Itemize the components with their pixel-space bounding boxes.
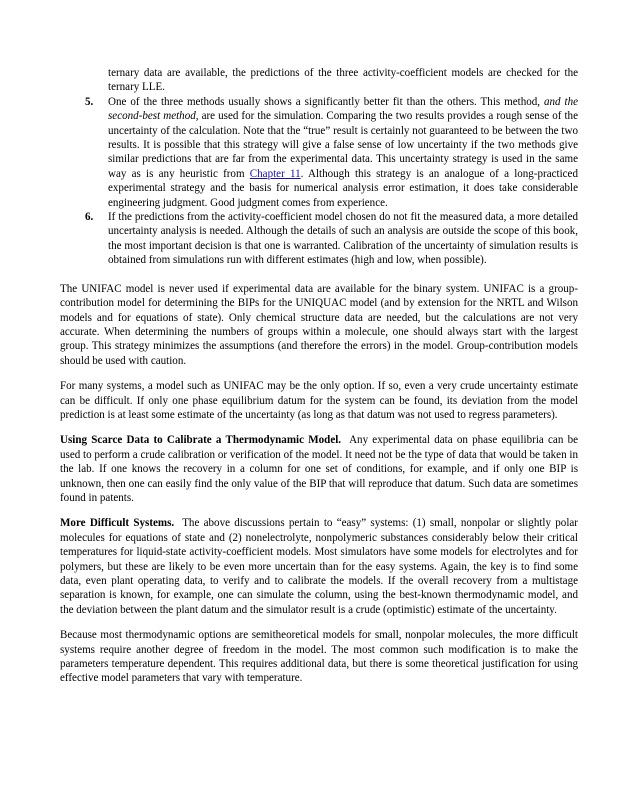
chapter-link[interactable]: Chapter 11 bbox=[249, 167, 301, 180]
list-item-step-6 bbox=[60, 210, 578, 268]
document-page bbox=[60, 66, 578, 686]
section-heading-scarce-data: Using Scarce Data to Calibrate a Thermodynamic Model. bbox=[60, 434, 342, 447]
paragraph-many-systems: For many systems, a model such as UNIFAC may be the only option. If so, even a very crude uncertainty estimate can be difficult. If only one phase equilibrium datum for the system can be found, its deviation from the model prediction is at least some estimate of the uncertainty (as long as that datum was not used to regress parameters). bbox=[60, 380, 578, 421]
step-text: are used for the simulation. Comparing the two results provides a rough sense of the uncertainty of the calculation. Note that the “true” result is certainly not guaranteed to be between the two results. It is possible that this strategy will give a false sense of low uncertainty if the two methods give similar predictions that are far from the experimental data. This uncertainty strategy is used in the same way as is any heuristic from bbox=[108, 110, 578, 180]
steps-list bbox=[60, 95, 578, 268]
continued-list-text: ternary data are available, the predictions of the three activity-coefficient models are checked for the ternary LLE. bbox=[108, 67, 578, 94]
paragraph-difficult-systems bbox=[60, 516, 578, 617]
list-item-step-5 bbox=[60, 95, 578, 210]
list-item-number: 5. bbox=[85, 95, 94, 108]
paragraph-body: Any experimental data on phase equilibria can be used to perform a crude calibration or verification of the model. It need not be the type of data that would be taken in the lab. If one knows the recovery in a column for one set of conditions, for example, and if only one BIP is unknown, then one can easily find the only value of the BIP that will reproduce that datum. Such data are sometimes found in patents. bbox=[60, 434, 578, 504]
list-item-number: 6. bbox=[85, 211, 94, 224]
paragraph-body: The above discussions pertain to “easy” systems: (1) small, nonpolar or slightly polar molecules for equations of state and (2) nonelectrolyte, nonpolymeric substances considerably below their critical temperatures for liquid-state activity-coefficient models. Most simulators have some models for electrolytes and for polymers, but these are likely to be even more uncertain than for the easy systems. Again, the key is to find some data, even plant operating data, to verify and to calibrate the models. If the overall recovery from a multistage separation is known, for example, one can simulate the column, using the best-known thermodynamic model, and the deviation between the plant datum and the simulator result is a crude (optimistic) estimate of the uncertainty. bbox=[60, 517, 578, 616]
step-text: . Although this strategy is an analogue of a long-practiced experimental strategy and the basis for numerical analysis error estimation, it does take considerable engineering judgment. Good judgment comes from experience. bbox=[108, 167, 578, 209]
step-text: One of the three methods usually shows a significantly better fit than the others. This method, bbox=[108, 95, 544, 108]
step-text: If the predictions from the activity-coefficient model chosen do not fit the measured data, a more detailed uncertainty analysis is needed. Although the details of such an analysis are outside the scope of this book, the most important decision is that one is warranted. Calibration of the uncertainty of simulation results is obtained from simulations run with different estimates (high and low, when possible). bbox=[108, 211, 578, 267]
paragraph-scarce-data bbox=[60, 433, 578, 505]
step-emphasis: and the second-best method, bbox=[108, 95, 578, 123]
paragraph-unifac: The UNIFAC model is never used if experimental data are available for the binary system. UNIFAC is a group-contribution model for determining the BIPs for the UNIQUAC model (and by extension for the NRTL and Wilson models and for equations of state). Only chemical structure data are needed, but the calculations are not very accurate. When determining the numbers of groups within a molecule, one should always start with the largest group. This strategy minimizes the assumptions (and therefore the errors) in the model. Group-contribution models should be used with caution. bbox=[60, 282, 578, 367]
section-heading-difficult-systems: More Difficult Systems. bbox=[60, 517, 175, 530]
paragraph-semitheoretical: Because most thermodynamic options are semitheoretical models for small, nonpolar molecules, the more difficult systems require another degree of freedom in the model. The most common such modification is to make the parameters temperature dependent. This requires additional data, but there is some theoretical justification for using effective model parameters that vary with temperature. bbox=[60, 629, 578, 685]
